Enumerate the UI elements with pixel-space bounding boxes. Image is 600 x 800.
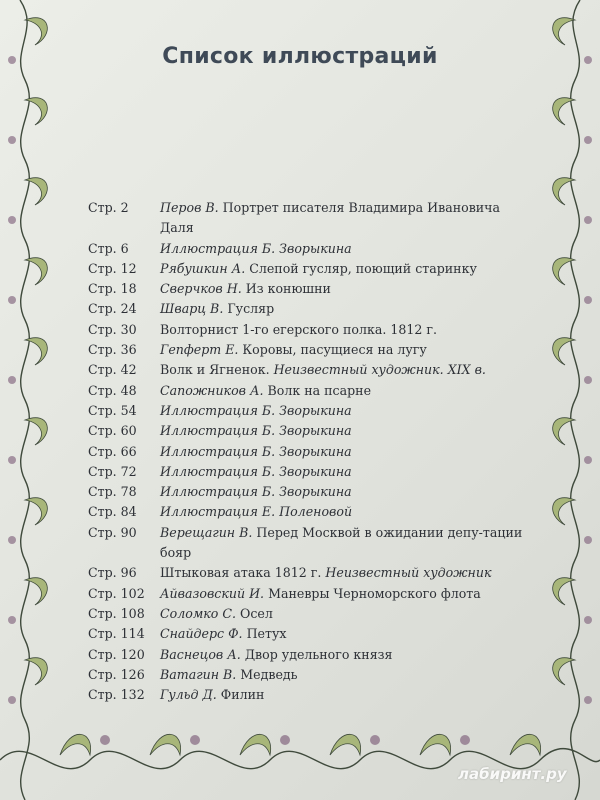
illustration-caption	[160, 584, 528, 604]
illustration-list	[88, 198, 528, 705]
page-number: Стр. 6	[88, 240, 129, 256]
illustration-caption	[160, 299, 528, 319]
caption-text: Портрет писателя Владимира Ивановича Даля	[160, 200, 501, 236]
page-number: Стр. 132	[88, 687, 145, 703]
list-item	[88, 482, 528, 502]
page-number: Стр. 90	[88, 524, 137, 540]
caption-italic: Сапожников А.	[160, 382, 264, 398]
caption-italic: Айвазовский И.	[160, 585, 265, 601]
caption-italic: Шварц В.	[160, 301, 224, 317]
caption-italic: Иллюстрация Б. Зворыкина	[160, 443, 352, 459]
page-number: Стр. 66	[88, 443, 137, 459]
caption-italic: Рябушкин А.	[160, 260, 246, 276]
caption-italic: Гульд Д.	[160, 687, 217, 703]
illustration-caption	[160, 482, 528, 502]
caption-italic: Иллюстрация Е. Поленовой	[160, 504, 353, 520]
caption-text: Филин	[216, 687, 265, 703]
page-number: Стр. 24	[88, 301, 137, 317]
watermark-text: лабиринт.ру	[458, 765, 567, 783]
page-number: Стр. 72	[88, 463, 137, 479]
page-number: Стр. 54	[88, 402, 137, 418]
list-item	[88, 584, 528, 604]
caption-text: Слепой гусляр, поющий старинку	[245, 260, 477, 276]
illustration-caption	[160, 624, 528, 644]
caption-text: Перед Москвой в ожидании депу-тации бояр	[160, 524, 523, 561]
caption-text: Волк на псарне	[263, 382, 372, 398]
caption-italic: Иллюстрация Б. Зворыкина	[160, 463, 352, 479]
illustration-caption	[160, 259, 528, 279]
illustration-caption	[160, 665, 528, 685]
caption-italic: Сверчков Н.	[160, 281, 242, 297]
page-number: Стр. 12	[88, 260, 137, 276]
illustration-caption	[160, 421, 528, 441]
list-item	[88, 502, 528, 522]
caption-text: Волторнист 1-го егерского полка. 1812 г.	[160, 321, 437, 337]
list-item	[88, 198, 528, 239]
illustration-caption	[160, 401, 528, 421]
page-number: Стр. 84	[88, 504, 137, 520]
page-number: Стр. 42	[88, 362, 137, 378]
list-item	[88, 563, 528, 583]
list-item	[88, 624, 528, 644]
caption-text: Из конюшни	[241, 281, 331, 297]
illustration-caption	[160, 198, 528, 239]
caption-italic: Иллюстрация Б. Зворыкина	[160, 423, 352, 439]
page-number: Стр. 96	[88, 565, 137, 581]
page-number: Стр. 108	[88, 605, 145, 621]
list-item	[88, 645, 528, 665]
illustration-caption	[160, 462, 528, 482]
caption-text: Осел	[236, 605, 273, 621]
list-item	[88, 604, 528, 624]
list-item	[88, 401, 528, 421]
illustration-caption	[160, 563, 528, 583]
caption-italic: Перов В.	[160, 200, 219, 215]
illustration-caption	[160, 645, 528, 665]
illustration-caption	[160, 239, 528, 259]
right-ornament-border	[540, 0, 600, 800]
bottom-ornament-border	[0, 710, 600, 800]
page-number: Стр. 78	[88, 484, 137, 500]
caption-italic: Гепферт Е.	[160, 342, 239, 358]
caption-italic-after: Неизвестный художник. XIX в.	[273, 362, 486, 378]
page-number: Стр. 18	[88, 281, 137, 297]
illustration-caption	[160, 381, 528, 401]
page-number: Стр. 102	[88, 585, 145, 601]
caption-text: Двор удельного князя	[240, 646, 393, 662]
page-title: Список иллюстраций	[162, 44, 438, 69]
caption-italic: Иллюстрация Б. Зворыкина	[160, 402, 352, 418]
illustration-caption	[160, 320, 528, 340]
illustration-caption	[160, 502, 528, 522]
caption-text: Маневры Черноморского флота	[264, 585, 481, 601]
list-item	[88, 462, 528, 482]
illustration-caption	[160, 442, 528, 462]
page-number: Стр. 2	[88, 200, 129, 215]
caption-italic-after: Неизвестный художник	[325, 565, 492, 581]
caption-italic: Снайдерс Ф.	[160, 626, 243, 642]
list-item	[88, 421, 528, 441]
page-number: Стр. 36	[88, 342, 137, 358]
illustration-caption	[160, 340, 528, 360]
list-item	[88, 320, 528, 340]
illustration-caption	[160, 604, 528, 624]
caption-text: Гусляр	[223, 301, 275, 317]
caption-text: Волк и Ягненок.	[160, 362, 274, 378]
illustration-caption	[160, 523, 528, 564]
page-number: Стр. 48	[88, 382, 137, 398]
page-number: Стр. 114	[88, 626, 145, 642]
caption-italic: Верещагин В.	[160, 524, 253, 540]
list-item	[88, 239, 528, 259]
list-item	[88, 381, 528, 401]
illustration-caption	[160, 360, 528, 380]
caption-text: Петух	[242, 626, 287, 642]
illustration-caption	[160, 685, 528, 705]
caption-italic: Васнецов А.	[160, 646, 241, 662]
list-item	[88, 442, 528, 462]
caption-italic: Соломко С.	[160, 605, 237, 621]
caption-italic: Иллюстрация Б. Зворыкина	[160, 240, 352, 256]
caption-text: Медведь	[236, 666, 298, 682]
caption-italic: Иллюстрация Б. Зворыкина	[160, 484, 352, 500]
page-number: Стр. 60	[88, 423, 137, 439]
caption-text: Коровы, пасущиеся на лугу	[238, 342, 427, 358]
list-item	[88, 360, 528, 380]
left-ornament-border	[0, 0, 60, 800]
list-item	[88, 259, 528, 279]
caption-text: Штыковая атака 1812 г.	[160, 565, 326, 581]
list-item	[88, 523, 528, 564]
page-number: Стр. 126	[88, 666, 145, 682]
list-item	[88, 279, 528, 299]
page-number: Стр. 120	[88, 646, 145, 662]
list-item	[88, 685, 528, 705]
caption-italic: Ватагин В.	[160, 666, 237, 682]
list-item	[88, 299, 528, 319]
list-item	[88, 340, 528, 360]
illustration-caption	[160, 279, 528, 299]
page-number: Стр. 30	[88, 321, 137, 337]
list-item	[88, 665, 528, 685]
